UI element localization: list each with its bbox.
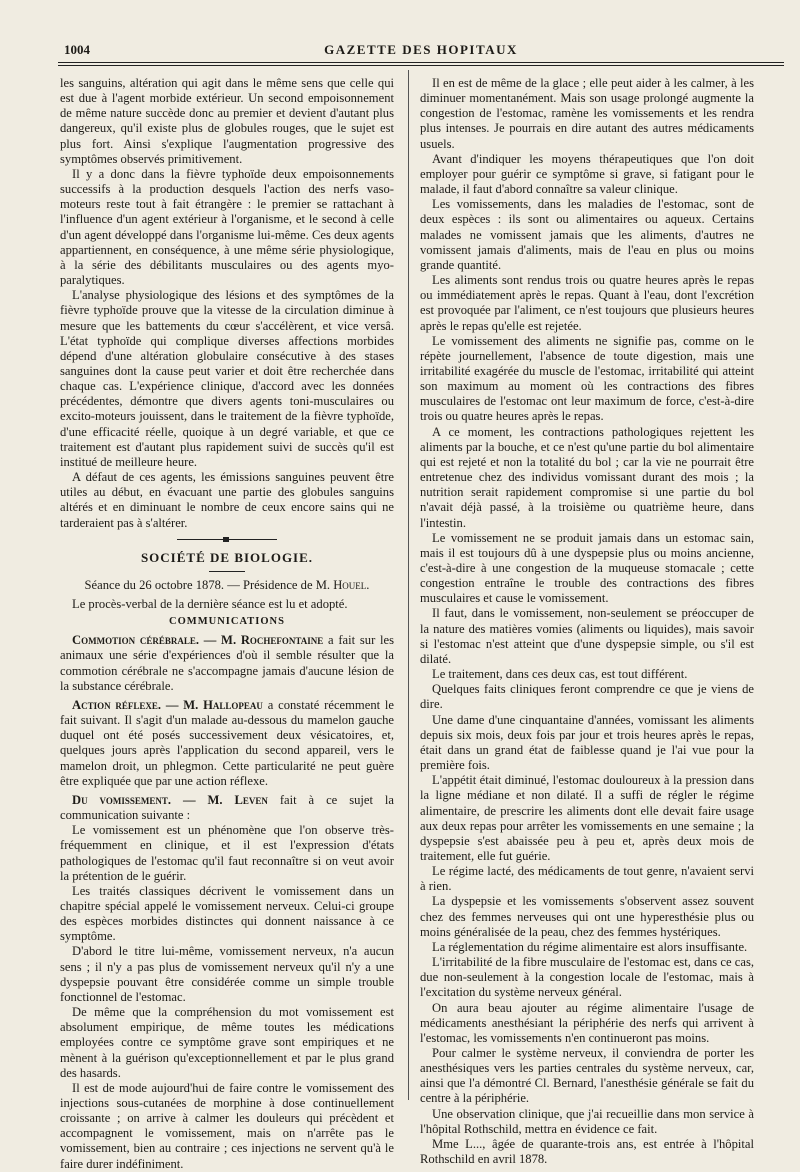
paragraph: De même que la compréhension du mot vomissement est absolument empirique, de même toutes les médications employées contre ce symptôme grave sont empiriques et ne mènent à la guérison qu'exceptionnellement et par le plus grand des hasards. [60,1005,394,1080]
paragraph: Mme L..., âgée de quarante-trois ans, est entrée à l'hôpital Rothschild en avril 1878. [420,1136,754,1167]
paragraph: L'analyse physiologique des lésions et des symptômes de la fièvre typhoïde prouve que la vitesse de la circulation diminue à mesure que les battements du cœur s'accélèrent, et vice versâ. L'état typhoïde qui complique diverses affections morbides dépend d'une altération globulaire consécutive à des stases sanguines dont la cause peut varier et doit être recherchée dans chaque cas. L'expérience clinique, d'accord avec les données précédentes, démontre que divers agents toni-musculaires ou excito-moteurs jouissent, dans le traitement de la fièvre typhoïde, d'une efficacité réelle, quoique à un degré variable, et que ce traitement est d'autant plus rapidement suivi de succès qu'il est institué de meilleure heure. [60,288,394,469]
paragraph: Le vomissement ne se produit jamais dans un estomac sain, mais il est toujours dû à une dyspepsie plus ou moins ancienne, c'est-à-dire à une congestion de la muqueuse stomacale ; cette congestion entraîne le trouble des contractions des fibres musculaires et cause le vomissement. [420,530,754,606]
communication-paragraph [60,698,394,789]
paragraph: Il faut, dans le vomissement, non-seulement se préoccuper de la nature des matières vomies (aliments ou liquides), mais savoir si l'estomac n'est atteint que d'une dyspepsie simple, ou s'il est dilaté. [420,606,754,666]
page-number: 1004 [64,42,90,57]
communication-title: Action réflexe. — M. Hallopeau [72,697,263,712]
session-president: Houel. [333,577,370,592]
paragraph: Quelques faits cliniques feront comprendre ce que je viens de dire. [420,682,754,712]
header-rule [58,65,784,66]
communication-title: Commotion cérébrale. — M. Rochefontaine [72,633,324,648]
session-date: Séance du 26 octobre 1878. — Présidence de M. [84,577,331,592]
paragraph: Le vomissement des aliments ne signifie pas, comme on le répète journellement, l'absence de toute digestion, mais une irritabilité exagérée du muscle de l'estomac, irritabilité qui atteint son maximum au moment où les contractions des fibres musculaires de l'estomac ont leur maximum de force, c'est-à-dire trois ou quatre heures après le repas. [420,333,754,424]
paragraph: Une dame d'une cinquantaine d'années, vomissant les aliments depuis six mois, deux fois par jour et trois heures après le repas, était dans un grand état de faiblesse quand je l'ai vue pour la première fois. [420,712,754,773]
section-divider [177,539,277,540]
paragraph: Avant d'indiquer les moyens thérapeutiques que l'on doit employer pour guérir ce symptôme si grave, si fatigant pour le malade, il faut d'abord connaître sa valeur clinique. [420,151,754,197]
paragraph: Le traitement, dans ces deux cas, est tout différent. [432,667,688,682]
paragraph: les sanguins, altération qui agit dans le même sens que celle qui est due à l'agent morbide extérieur. Un second empoisonnement de même nature succède donc au premier et devient d'autant plus dangereux, qu'il existe plus de globules rouges, que le sujet est plus fort. Ainsi s'explique l'augmentation progressive des symptômes observés primitivement. [60,76,394,166]
paragraph: Il en est de même de la glace ; elle peut aider à les calmer, à les diminuer momentanément. Mais son usage prolongé augmente la congestion de l'estomac, ramène les vomissements et les rendra plus intenses. Je pourrais en dire autant des autres médicaments usuels. [420,76,754,151]
left-column [60,76,394,1172]
communication-text: fait à ce sujet la communication suivante : [60,792,395,823]
journal-title: GAZETTE DES HOPITAUX [324,42,518,57]
paragraph: Le vomissement est un phénomène que l'on observe très-fréquemment en clinique, et il est l'expression d'états pathologiques de l'estomac qu'il faut reconnaître si on veut avoir la prétention de le guérir. [60,823,394,883]
paragraph: La réglementation du régime alimentaire est alors insuffisante. [432,939,748,954]
paragraph: Le régime lacté, des médicaments de tout genre, n'avaient servi à rien. [420,864,754,894]
paragraph: Les vomissements, dans les maladies de l'estomac, sont de deux espèces : ils sont ou alimentaires ou aqueux. Certains malades ne vomissent jamais que les aliments, d'autres ne vomissent jamais d'aliments, mais de l'eau en plus ou moins grande quantité. [420,197,754,272]
communication-paragraph [60,633,394,694]
rubric-communications: COMMUNICATIONS [169,616,285,628]
paragraph: La dyspepsie et les vomissements s'observent assez souvent chez des femmes nerveuses qui ont une hyperesthésie plus ou moins généralisée de la peau, chez des femmes hystériques. [420,894,754,939]
communication-title: Du vomissement. — M. Leven [72,792,268,807]
paragraph: Pour calmer le système nerveux, il conviendra de porter les anesthésiques vers les parties centrales du système nerveux, car, ainsi que l'a démontré Cl. Bernard, l'anesthésie générale se fait du centre à la périphérie. [420,1046,754,1106]
paragraph: Il est de mode aujourd'hui de faire contre le vomissement des injections sous-cutanées de morphine à dose continuellement croissante ; on arrive à calmer les douleurs qui précèdent et accompagnent le vomissement, mais on n'arrête pas le vomissement, bien au contraire ; ces injections ne servent qu'à le faire durer indéfiniment. [60,1080,394,1171]
paragraph: Il y a donc dans la fièvre typhoïde deux empoisonnements successifs à la production desquels l'action des nerfs vaso-moteurs reste tout à fait étrangère : le premier se rattachant à l'influence d'un agent extérieur à l'organisme, et le second à celle d'un agent développé dans l'organisme lui-même. Ces deux agents appartiennent, en conséquence, à une même série physiologique, à la série des débilitants musculaires ou des agents myo-paralytiques. [60,166,394,288]
paragraph: D'abord le titre lui-même, vomissement nerveux, n'a aucun sens ; il n'y a pas plus de vomissement nerveux qu'il n'y a une dyspepsie pouvant être considérée comme un simple trouble fonctionnel de l'estomac. [60,944,394,1004]
column-divider [408,70,409,1100]
paragraph: A défaut de ces agents, les émissions sanguines peuvent être utiles au début, en évacuant une partie des globules sanguins altérés et en diminuant le nombre de ceux encore sains qui ne tarderaient pas à s'altérer. [60,470,394,530]
paragraph: On aura beau ajouter au régime alimentaire l'usage de médicaments anesthésiant la périphérie des nerfs qui arrivent à l'estomac, les vomissements n'en continueront pas moins. [420,1000,754,1045]
communication-text: a fait sur les animaux une série d'expériences d'où il semble résulter que la commotion cérébrale ne s'accompagne jamais d'aucune lésion de la substance cérébrale. [60,633,394,693]
paragraph: Les traités classiques décrivent le vomissement dans un chapitre spécial appelé le vomissement nerveux. Celui-ci groupe des espèces morbides distinctes qui donnent naissance à ce symptôme. [60,883,394,944]
minutes-line: Le procès-verbal de la dernière séance est lu et adopté. [72,597,348,611]
paragraph: L'appétit était diminué, l'estomac douloureux à la pression dans la ligne médiane et non dilaté. Il a suffi de régler le régime alimentaire, de prescrire les aliments dont elle devait faire usage aux deux repas pour arrêter les vomissements en une semaine ; la dyspepsie s'est abaissée peu à peu et, après deux mois de traitement, elle fut guérie. [420,773,754,863]
page-header [58,38,784,60]
section-title: SOCIÉTÉ DE BIOLOGIE. [140,549,314,565]
right-column [420,76,754,1167]
session-line [60,578,394,593]
paragraph: Une observation clinique, que j'ai recueillie dans mon service à l'hôpital Rothschild, mettra en évidence ce fait. [420,1106,754,1136]
communication-text: a constaté récemment le fait suivant. Il s'agit d'un malade au-dessous du mamelon gauche duquel ont été posés successivement deux vésicatoires, et, quelques jours après l'application du second appareil, vers le mamelon droit, un phlegmon. Cette particularité ne peut guère être expliquée que par une action réflexe. [60,697,395,788]
paragraph: L'irritabilité de la fibre musculaire de l'estomac est, dans ce cas, due non-seulement à la congestion locale de l'estomac, mais à l'excitation du système nerveux général. [420,955,754,1000]
header-rule [58,62,784,63]
communication-paragraph [60,793,394,823]
paragraph: Les aliments sont rendus trois ou quatre heures après le repas ou immédiatement après le repas. Quant à l'eau, dont l'excrétion est provoquée par l'aliment, ce n'est toujours que plusieurs heures après le repas qu'elle est rejetée. [420,273,754,333]
paragraph: A ce moment, les contractions pathologiques rejettent les aliments par la bouche, et ce n'est qu'une partie du bol alimentaire qui est rejeté et non la totalité du bol ; car la vie ne pourrait être entretenue chez des individus vomissant durant des mois ; la nutrition serait rapidement compromise si une partie du bol n'avait déjà passé, à la troisième ou quatrième heure, dans l'intestin. [420,424,754,530]
title-underline [209,571,245,572]
